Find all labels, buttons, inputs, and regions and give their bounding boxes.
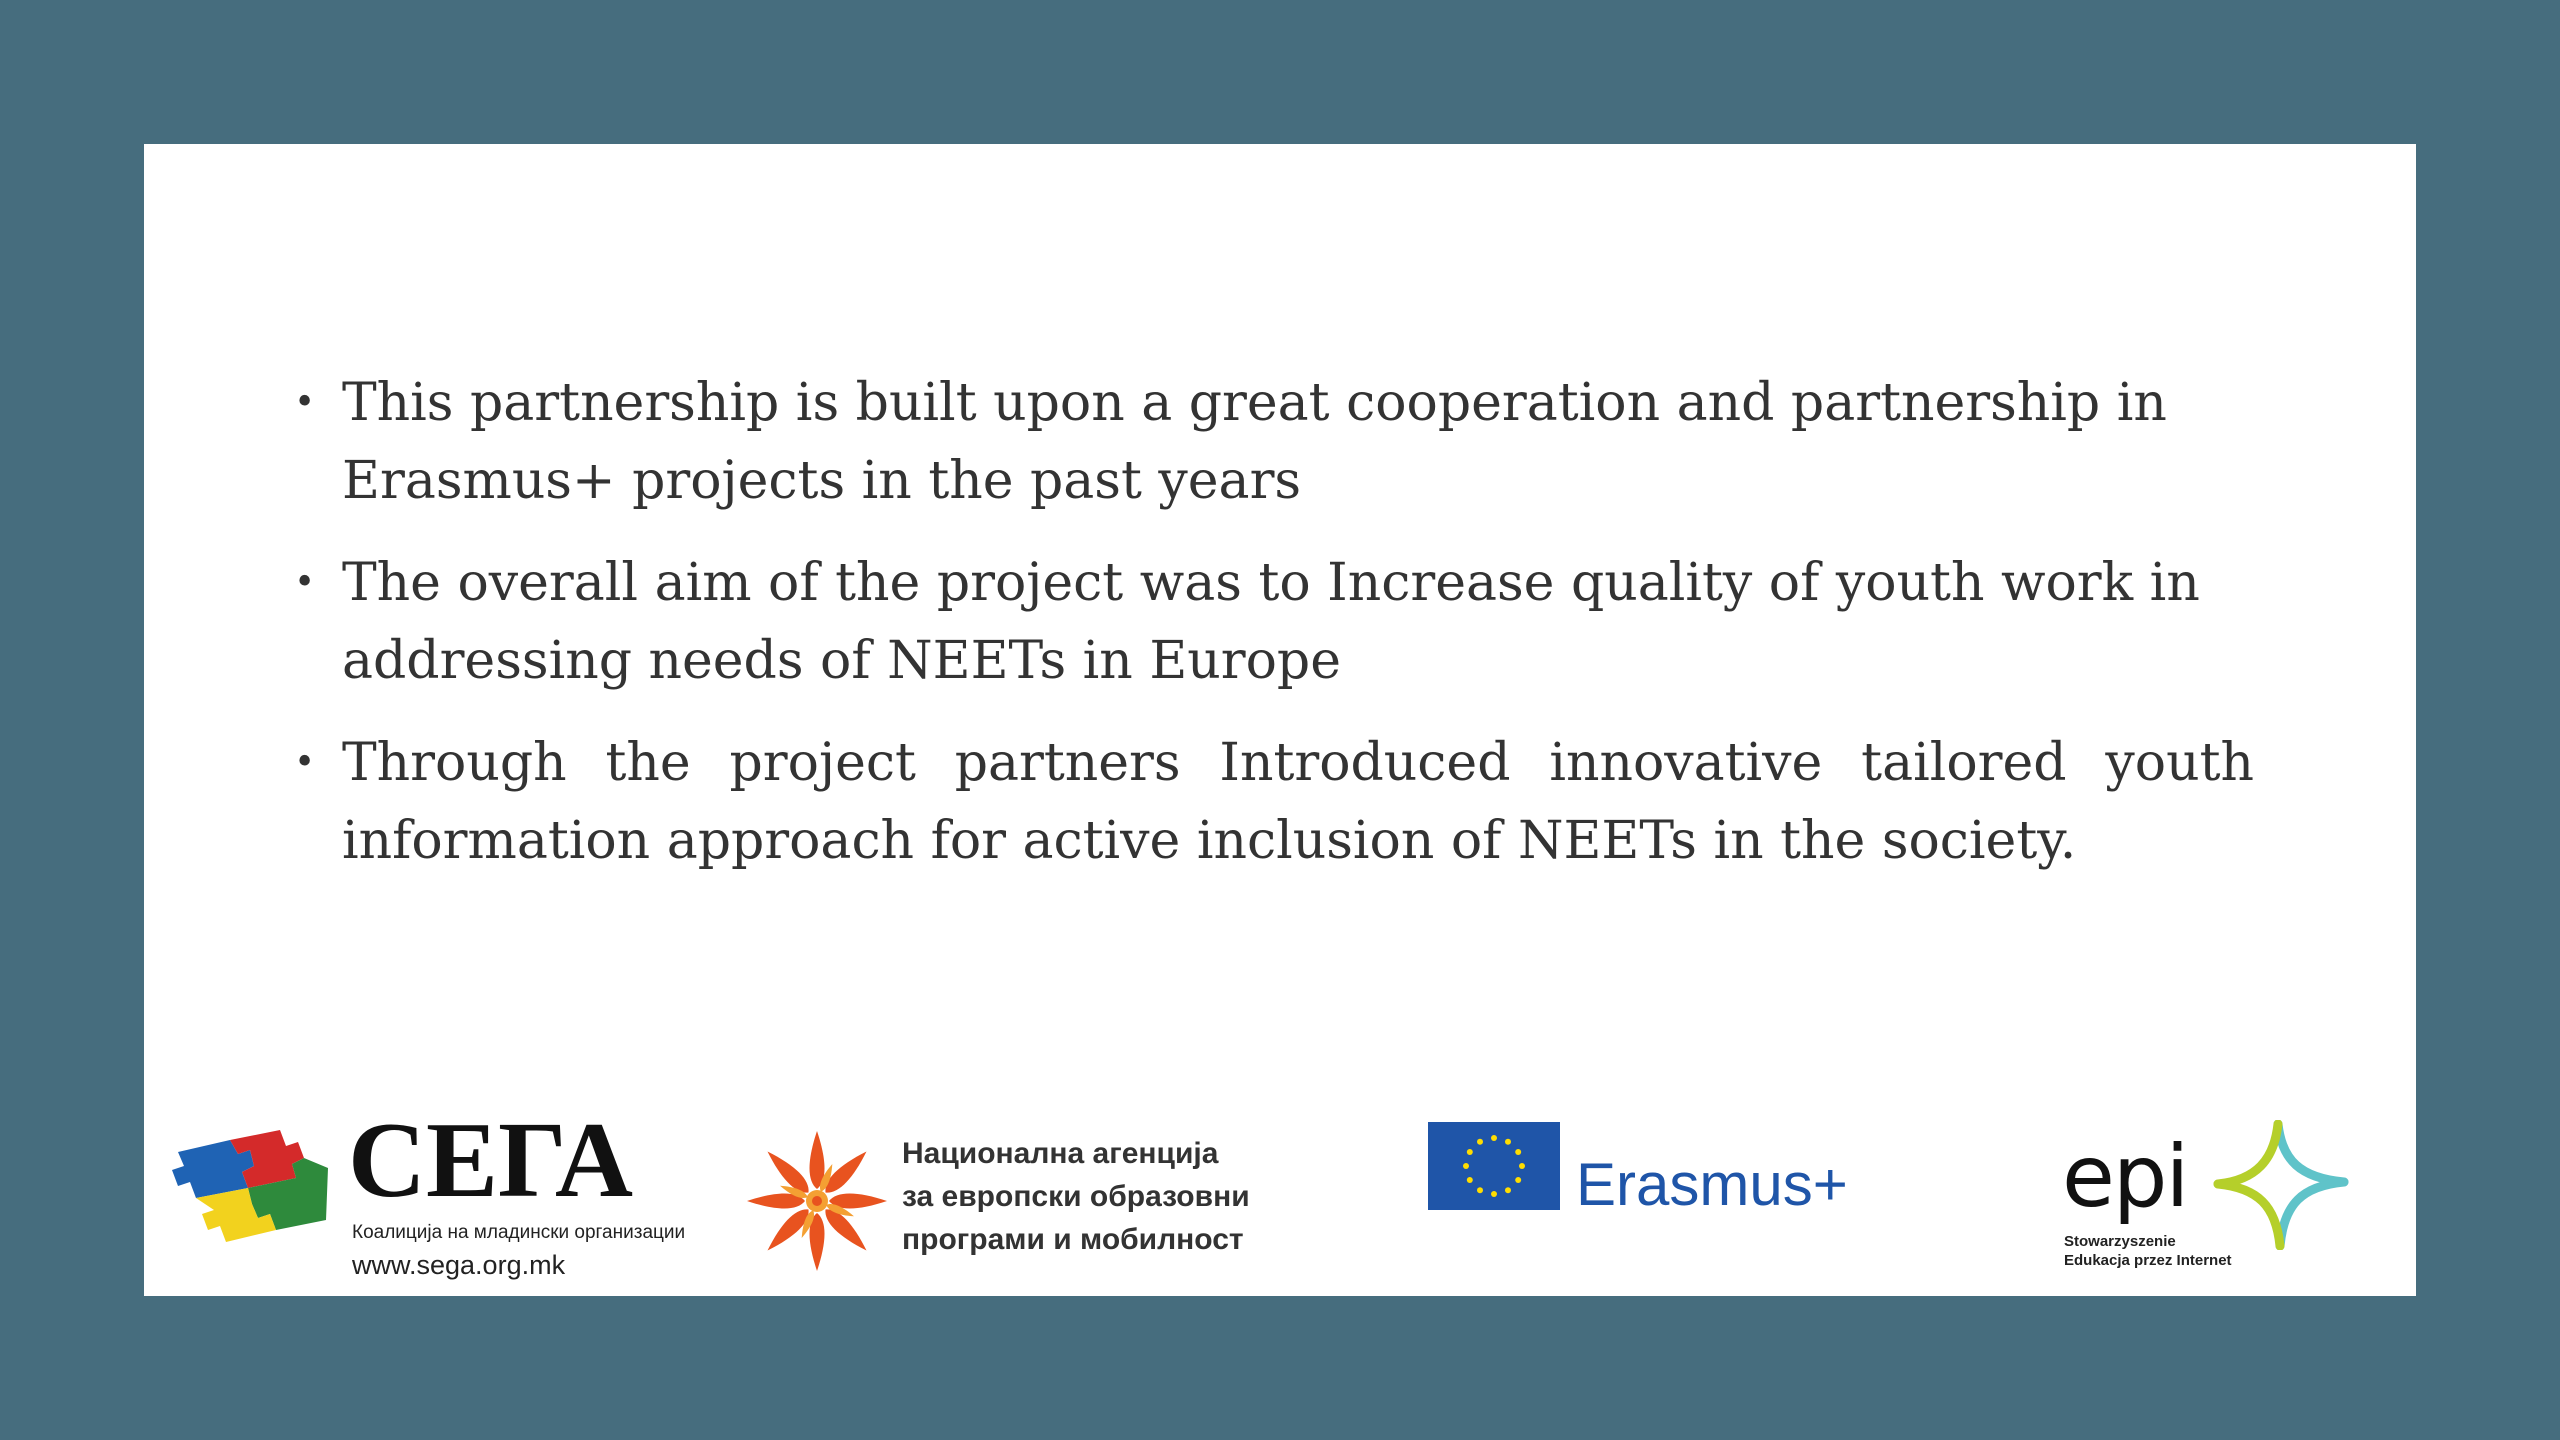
bullet-text: The overall aim of the project was to Increase quality of youth work in addressing needs of NEETs in Europe: [342, 553, 2200, 691]
epi-subtitle-line: Stowarzyszenie: [2064, 1233, 2176, 1250]
slide: [144, 144, 2416, 1296]
bullet-text: This partnership is built upon a great cooperation and partnership in Erasmus+ projects in the past years: [342, 373, 2167, 511]
epi-logo: [2062, 1104, 2382, 1284]
erasmus-text: Erasmus+: [1576, 1151, 1848, 1218]
national-agency-text: [902, 1132, 1250, 1261]
national-agency-line: за европски образовни: [902, 1180, 1250, 1213]
flower-icon: [742, 1126, 892, 1276]
bullet-list: [294, 364, 2254, 904]
logo-strip: [144, 1101, 2416, 1296]
epi-subtitle: [2064, 1232, 2232, 1270]
sega-url: www.sega.org.mk: [352, 1250, 566, 1280]
epi-star-icon: [2210, 1120, 2350, 1250]
sega-name: СЕГА: [348, 1101, 633, 1220]
sega-logo: [168, 1101, 688, 1284]
national-agency-line: Национална агенција: [902, 1137, 1219, 1170]
bullet-item: [294, 364, 2254, 520]
sega-subtitle: Коалиција на младински организации: [352, 1222, 686, 1243]
epi-word: epi: [2062, 1127, 2188, 1227]
bullet-text: Through the project partners Introduced innovative tailored youth information approach for active inclusion of NEETs in the society.: [342, 733, 2254, 871]
bullet-dot: •: [294, 382, 316, 423]
erasmus-logo: [1428, 1104, 1888, 1244]
national-agency-line: програми и мобилност: [902, 1223, 1244, 1256]
bullet-item: [294, 724, 2254, 880]
eu-flag-icon: [1428, 1122, 1560, 1210]
puzzle-icon: [168, 1124, 333, 1244]
epi-subtitle-line: Edukacja przez Internet: [2064, 1252, 2232, 1269]
bullet-dot: •: [294, 562, 316, 603]
national-agency-logo: [742, 1104, 1302, 1284]
bullet-item: [294, 544, 2254, 700]
bullet-dot: •: [294, 742, 316, 783]
